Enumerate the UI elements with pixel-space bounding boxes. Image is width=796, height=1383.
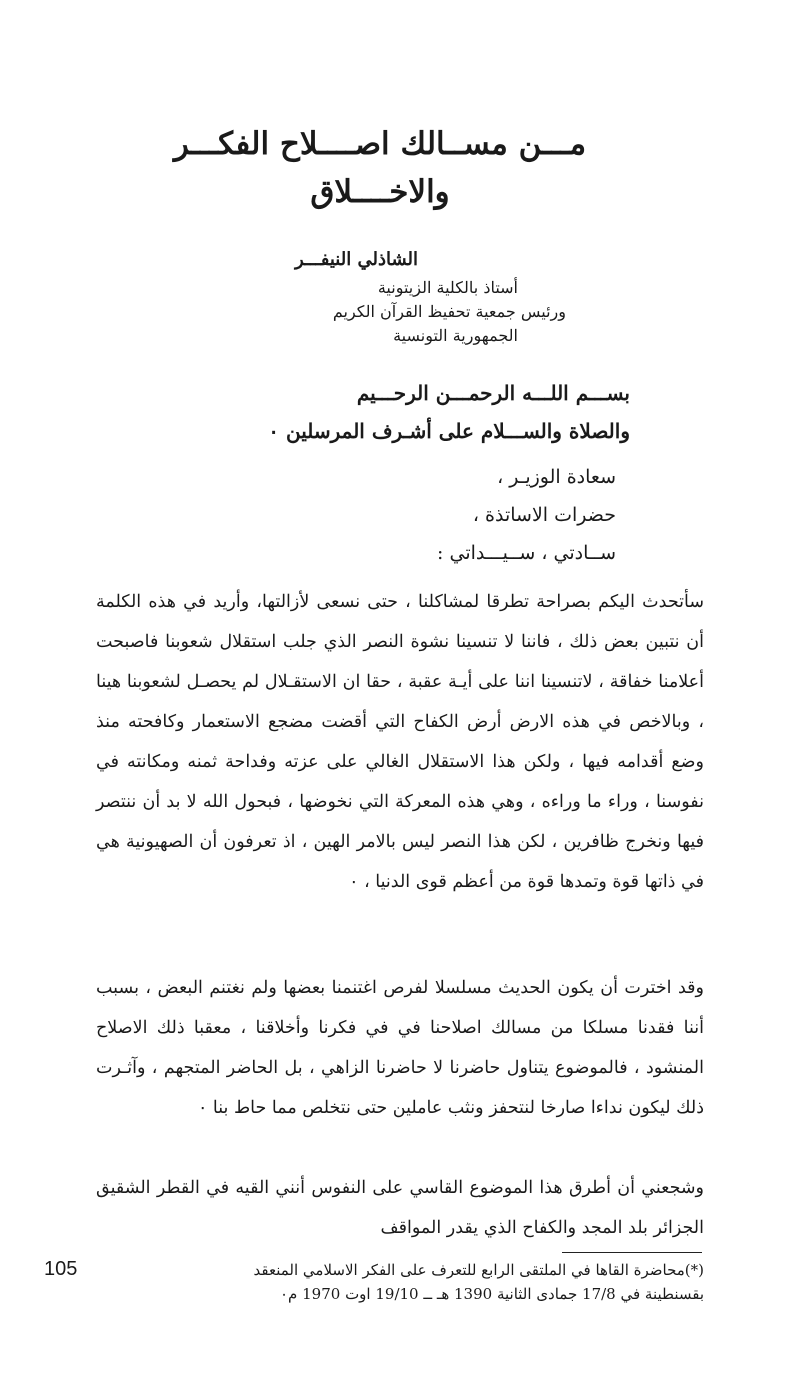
greetings — [216, 458, 616, 572]
basmala-line-2: والصلاة والســـلام على أشـرف المرسلين ٠ — [268, 419, 630, 443]
basmala — [110, 374, 630, 450]
title-line-1: مـــن مســالك اصــــلاح الفكـــر — [173, 126, 587, 162]
greeting-line-3: ســادتي ، ســيـــداتي : — [437, 542, 616, 564]
footnote-line-2: بقسنطينة في 17/8 جمادى الثانية 1390 هـ ــ 19/10 اوت 1970 م٠ — [279, 1285, 704, 1303]
footnote-divider — [562, 1252, 702, 1253]
body-paragraph-3: وشجعني أن أطرق هذا الموضوع القاسي على النفوس أنني القيه في القطر الشقيق الجزائر بلد المجد والكفاح الذي يقدر المواقف — [96, 1178, 704, 1238]
basmala-line-1: بســـم اللـــه الرحمـــن الرحـــيم — [356, 381, 630, 405]
author-affiliation-2: ورئيس جمعية تحفيظ القرآن الكريم — [332, 302, 566, 321]
body-paragraph-2: وقد اخترت أن يكون الحديث مسلسلا لفرص اغتنمنا بعضها ولم نغتنم البعض ، بسبب أننا فقدنا مسلكا من مسالك اصلاحنا في في فكرنا وأخلاقنا ، معقبا ذلك الاصلاح المنشود ، فالموضوع يتناول حاضرنا لا حاضرنا الزاهي ، بل الحاضر المتجهم ، وآثـرت ذلك ليكون نداءا صارخا لنتحفز ونثب عاملين حتى نتخلص مما حاط بنا ٠ — [96, 978, 704, 1118]
greeting-line-2: حضرات الاساتذة ، — [472, 504, 616, 526]
author-affiliation-1: أستاذ بالكلية الزيتونية — [377, 278, 518, 297]
author-block — [218, 248, 566, 348]
footnote-line-1: (*)محاضرة القاها في الملتقى الرابع للتعرف على الفكر الاسلامي المنعقد — [253, 1261, 704, 1279]
greeting-line-1: سعادة الوزيـر ، — [497, 466, 616, 488]
body-paragraph-1: سأتحدث اليكم بصراحة تطرقا لمشاكلنا ، حتى نسعى لأزالتها، وأريد في هذه الكلمة أن نتبين بعض ذلك ، فاننا لا تنسينا نشوة النصر الذي جلب استقلال شعوبنا فاصبحت أعلامنا خفاقة ، لاتنسينا اننا على أيـة عقبة ، حقا ان الاستقـلال لم يحصـل لشعوبنا هينا ، وبالاخص في هذه الارض أرض الكفاح التي أقضت مضجع الاستعمار وكافحته منذ وضع أقدامه فيها ، ولكن هذا الاستقلال الغالي على عزته وفداحة ثمنه ومكانته في نفوسنا ، وراء ما وراءه ، وهي هذه المعركة التي نخوضها ، فبحول الله لا بد أن ننتصر فيها ونخرج ظافرين ، لكن هذا النصر ليس بالامر الهين ، اذ تعرفون أن الصهيونية هي في ذاتها قوة وتمدها قوة من أعظم قوى الدنيا ، ٠ — [96, 592, 704, 892]
author-affiliation-3: الجمهورية التونسية — [393, 326, 518, 345]
title-line-2: والاخــــلاق — [310, 174, 450, 210]
footnote — [94, 1258, 704, 1306]
page-number: 105 — [44, 1258, 78, 1280]
author-name: الشاذلي النيفـــر — [294, 249, 418, 270]
